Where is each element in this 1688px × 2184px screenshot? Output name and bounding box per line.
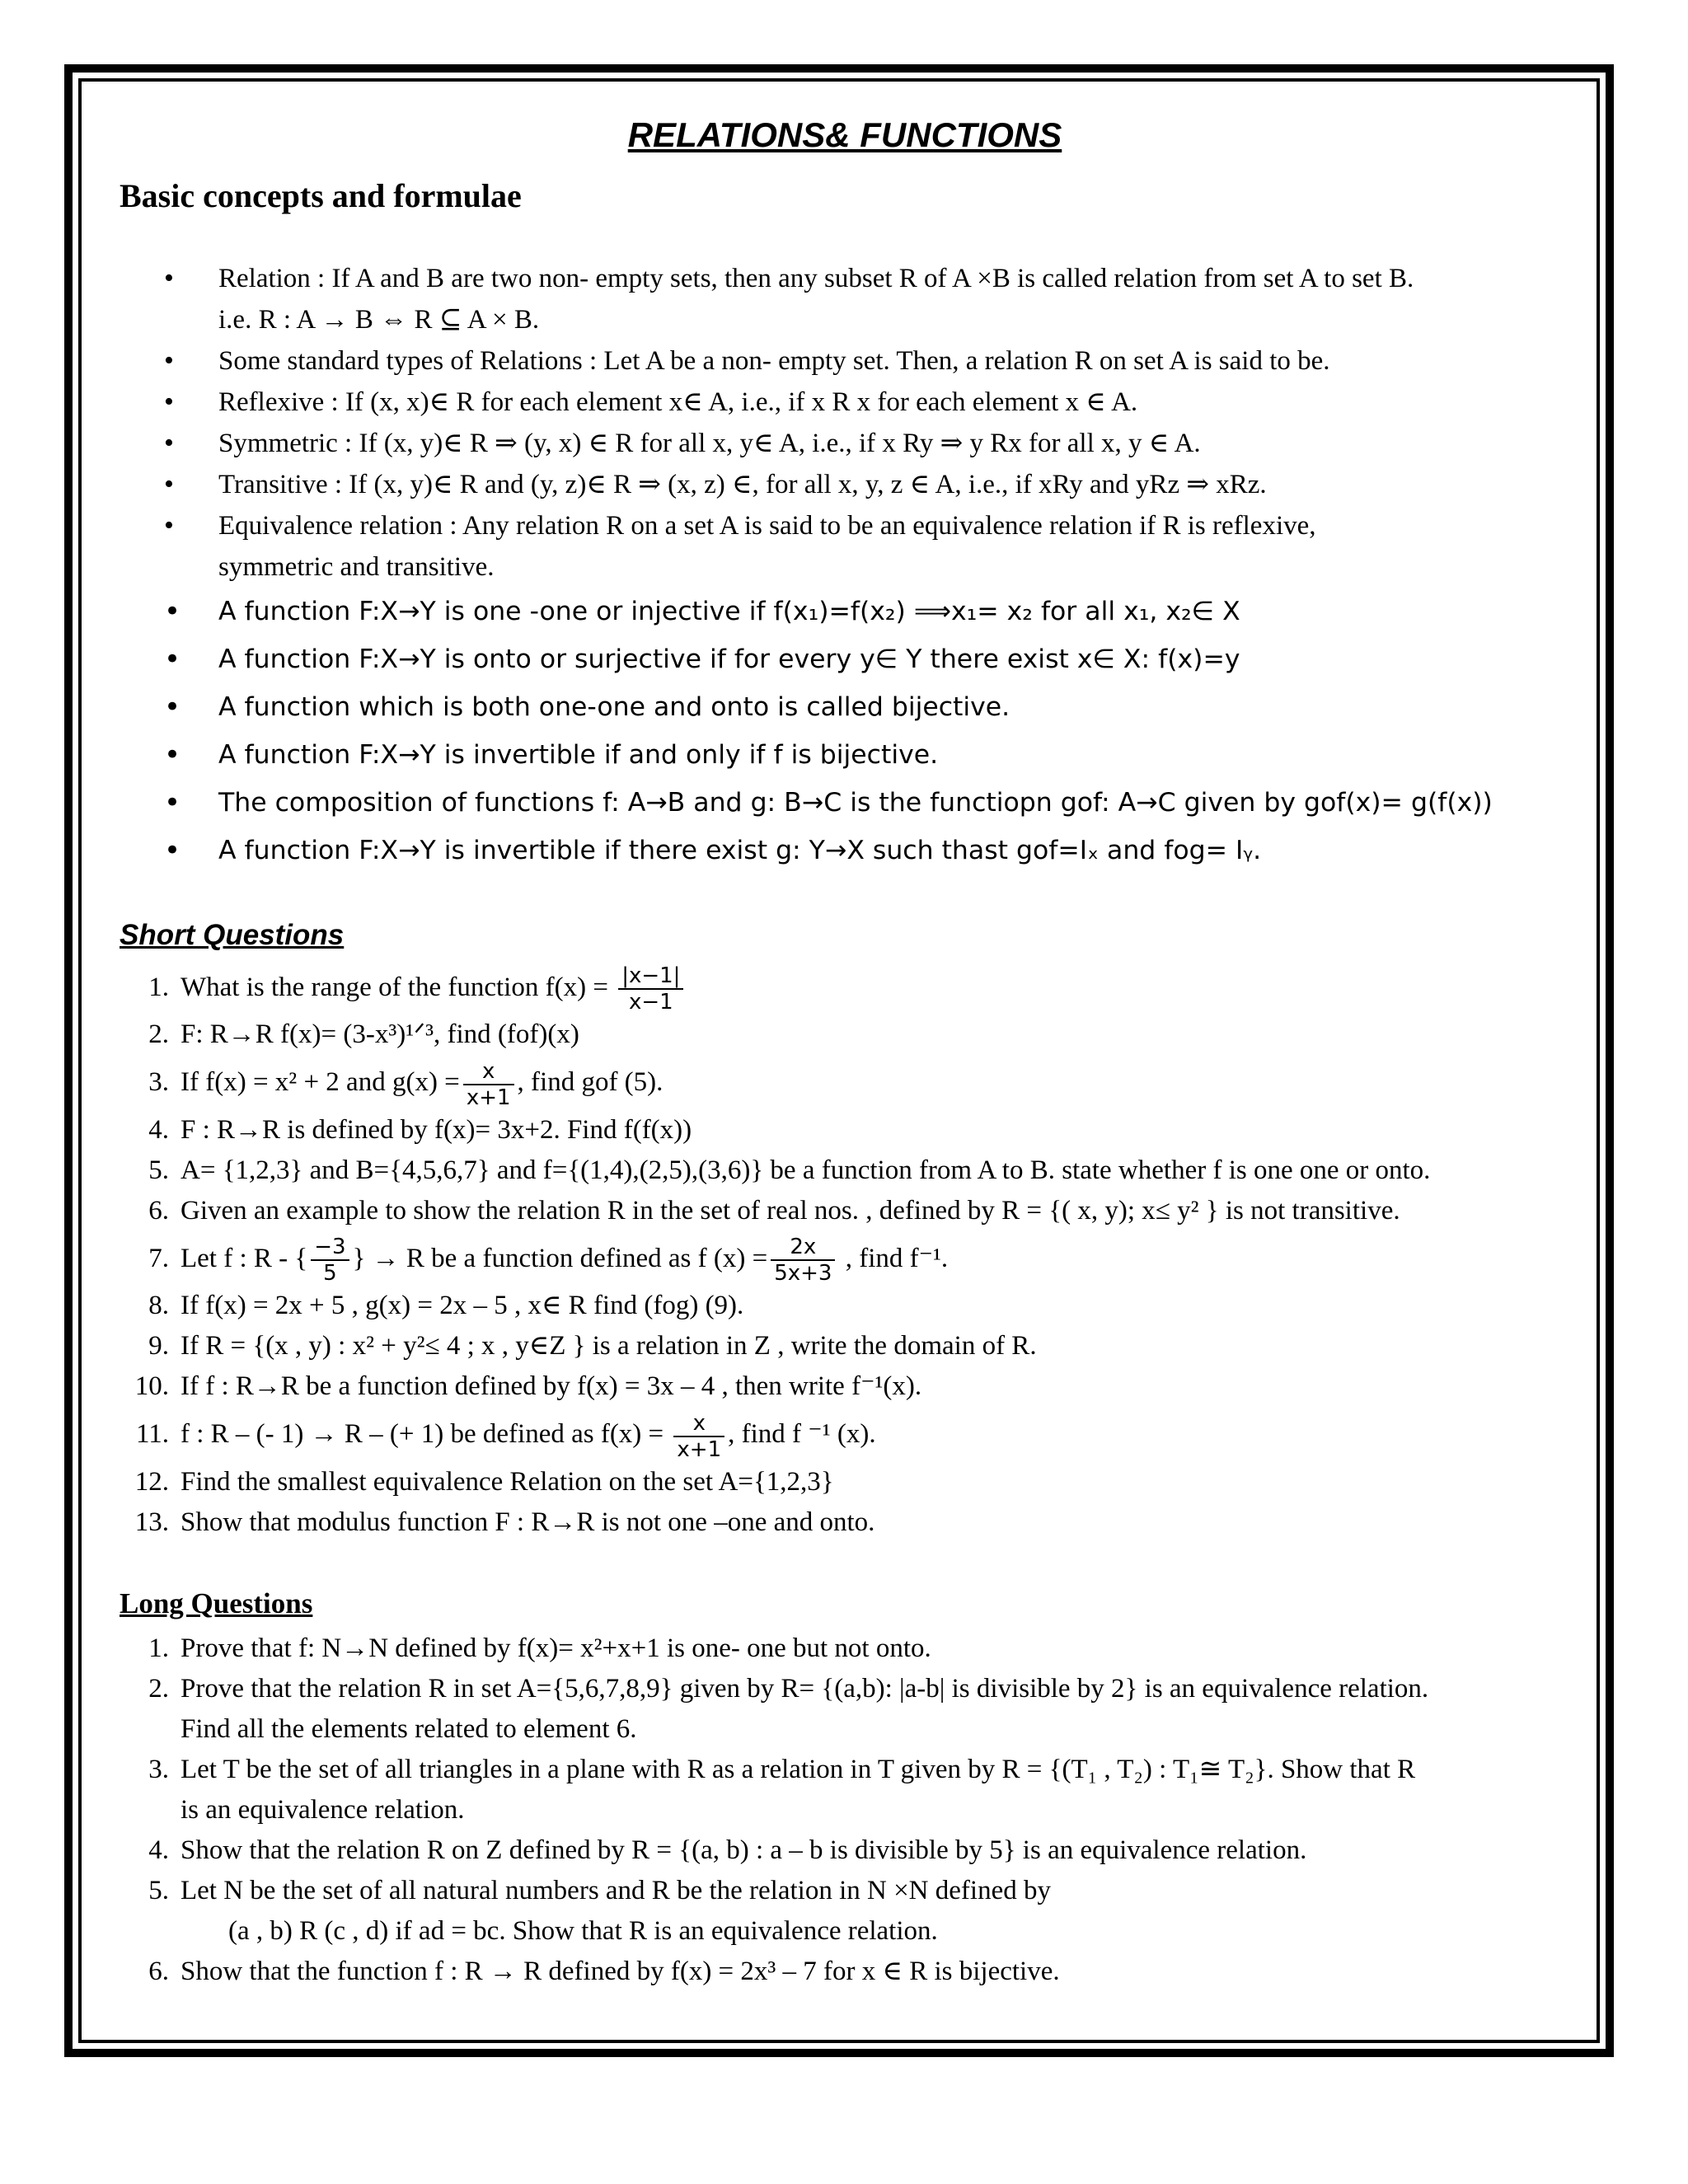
concept-item: • A function F:X→Y is invertible if there exist g: Y→X such thast gof=Iₓ and fog= Iᵧ.: [120, 827, 1570, 874]
question-item: 5. A= {1,2,3} and B={4,5,6,7} and f={(1,4),(2,5),(3,6)} be a function from A to B. state whether f is one one or onto.: [148, 1155, 1431, 1185]
question-item: 1. Prove that f: N→N defined by f(x)= x²+x+1 is one- one but not onto.: [148, 1633, 931, 1663]
concepts-list: [120, 258, 1570, 874]
fraction: $\frac{x}{x+1}$: [673, 1411, 724, 1462]
question-item: 3. Let T be the set of all triangles in a plane with R as a relation in T given by R = {(T₁ , T₂) : T₁≅ T₂}. Show that R is an equivalence relation.: [148, 1754, 1416, 1825]
question-item: 4. F : R→R is defined by f(x)= 3x+2. Find f(f(x)): [148, 1114, 692, 1145]
question-item: 9. If R = {(x , y) : x² + y²≤ 4 ; x , y∈Z } is a relation in Z , write the domain of R.: [148, 1331, 1037, 1361]
concept-item: • Transitive : If (x, y)∈ R and (y, z)∈ R ⇒ (x, z) ∈, for all x, y, z ∈ A, i.e., if xRy and yRz ⇒ xRz.: [120, 464, 1570, 505]
question-item: 2. Prove that the relation R in set A={5,6,7,8,9} given by R= {(a,b): |a-b| is divisible by 2} is an equivalence relation. Find all the elements related to element 6.: [148, 1673, 1429, 1744]
page-title: RELATIONS& FUNCTIONS: [627, 115, 1062, 154]
long-questions-list: [120, 1629, 1570, 1992]
short-questions-heading: Short Questions: [120, 919, 345, 951]
concept-item: • A function which is both one-one and onto is called bijective.: [120, 683, 1570, 731]
concept-item: • Relation : If A and B are two non- empty sets, then any subset R of A ×B is called relation from set A to set B. i.e. R : A → B ⇔ R ⊆ A × B.: [120, 258, 1570, 340]
concept-item: • Reflexive : If (x, x)∈ R for each element x∈ A, i.e., if x R x for each element x ∈ A.: [120, 382, 1570, 423]
concept-item: • A function F:X→Y is invertible if and only if f is bijective.: [120, 731, 1570, 779]
question-item: 2. F: R→R f(x)= (3-x³)¹ᐟ³, find (fof)(x): [148, 1019, 579, 1050]
question-item: 10. If f : R→R be a function defined by f(x) = 3x – 4 , then write f⁻¹(x).: [134, 1371, 922, 1402]
question-item: 5. Let N be the set of all natural numbers and R be the relation in N ×N defined by (a , b) R (c , d) if ad = bc. Show that R is an equivalence relation.: [148, 1875, 1051, 1946]
section-subtitle: Basic concepts and formulae: [120, 177, 522, 214]
question-item: 1. What is the range of the function f(x) = $\frac{|x-1|}{x-1}$: [120, 960, 1570, 1015]
question-item: 8. If f(x) = 2x + 5 , g(x) = 2x – 5 , x∈ R find (fog) (9).: [148, 1291, 744, 1321]
question-item: 4. Show that the relation R on Z defined by R = {(a, b) : a – b is divisible by 5} is an equivalence relation.: [148, 1835, 1307, 1865]
fraction: $\frac{2x}{5x+3}$: [771, 1235, 835, 1286]
long-questions-heading: Long Questions: [120, 1586, 313, 1619]
concept-item: • Some standard types of Relations : Let A be a non- empty set. Then, a relation R on set A is said to be.: [120, 340, 1570, 382]
concept-item: • The composition of functions f: A→B and g: B→C is the functiopn gof: A→C given by gof(x)= g(f(x)): [120, 779, 1570, 827]
document-body: [120, 115, 1570, 1992]
question-item: 7. Let f : R - { $\frac{-3}{5}$ } → R be a function defined as f (x) = $\frac{2x}{5x+3}$ , find f⁻¹.: [148, 1235, 949, 1286]
fraction: $\frac{x}{x+1}$: [463, 1059, 514, 1110]
question-item: 6. Given an example to show the relation R in the set of real nos. , defined by R = {( x, y); x≤ y² } is not transitive.: [148, 1195, 1400, 1226]
question-item: 11. f : R – (- 1) → R – (+ 1) be defined as f(x) = $\frac{x}{x+1}$ , find f ⁻¹ (x).: [135, 1410, 876, 1462]
question-item: 13. Show that modulus function F : R→R is not one –one and onto.: [134, 1507, 875, 1537]
question-item: 6. Show that the function f : R → R defined by f(x) = 2x³ – 7 for x ∈ R is bijective.: [148, 1956, 1060, 1986]
fraction: $\frac{|x-1|}{x-1}$: [618, 963, 683, 1015]
concept-item: • Symmetric : If (x, y)∈ R ⇒ (y, x) ∈ R for all x, y∈ A, i.e., if x Ry ⇒ y Rx for all x, y ∈ A.: [120, 423, 1570, 464]
question-item: 12. Find the smallest equivalence Relation on the set A={1,2,3}: [134, 1466, 834, 1497]
question-item: 3. If f(x) = x² + 2 and g(x) = $\frac{x}{x+1}$ , find gof (5).: [148, 1058, 663, 1110]
short-questions-list: [120, 960, 1570, 1543]
fraction: $\frac{-3}{5}$: [311, 1235, 349, 1286]
concept-item: • A function F:X→Y is one -one or injective if f(x₁)=f(x₂) ⟹x₁= x₂ for all x₁, x₂∈ X: [120, 588, 1570, 635]
concept-item: • Equivalence relation : Any relation R on a set A is said to be an equivalence relation if R is reflexive, symmetric and transitive.: [120, 505, 1570, 588]
concept-item: • A function F:X→Y is onto or surjective if for every y∈ Y there exist x∈ X: f(x)=y: [120, 635, 1570, 683]
